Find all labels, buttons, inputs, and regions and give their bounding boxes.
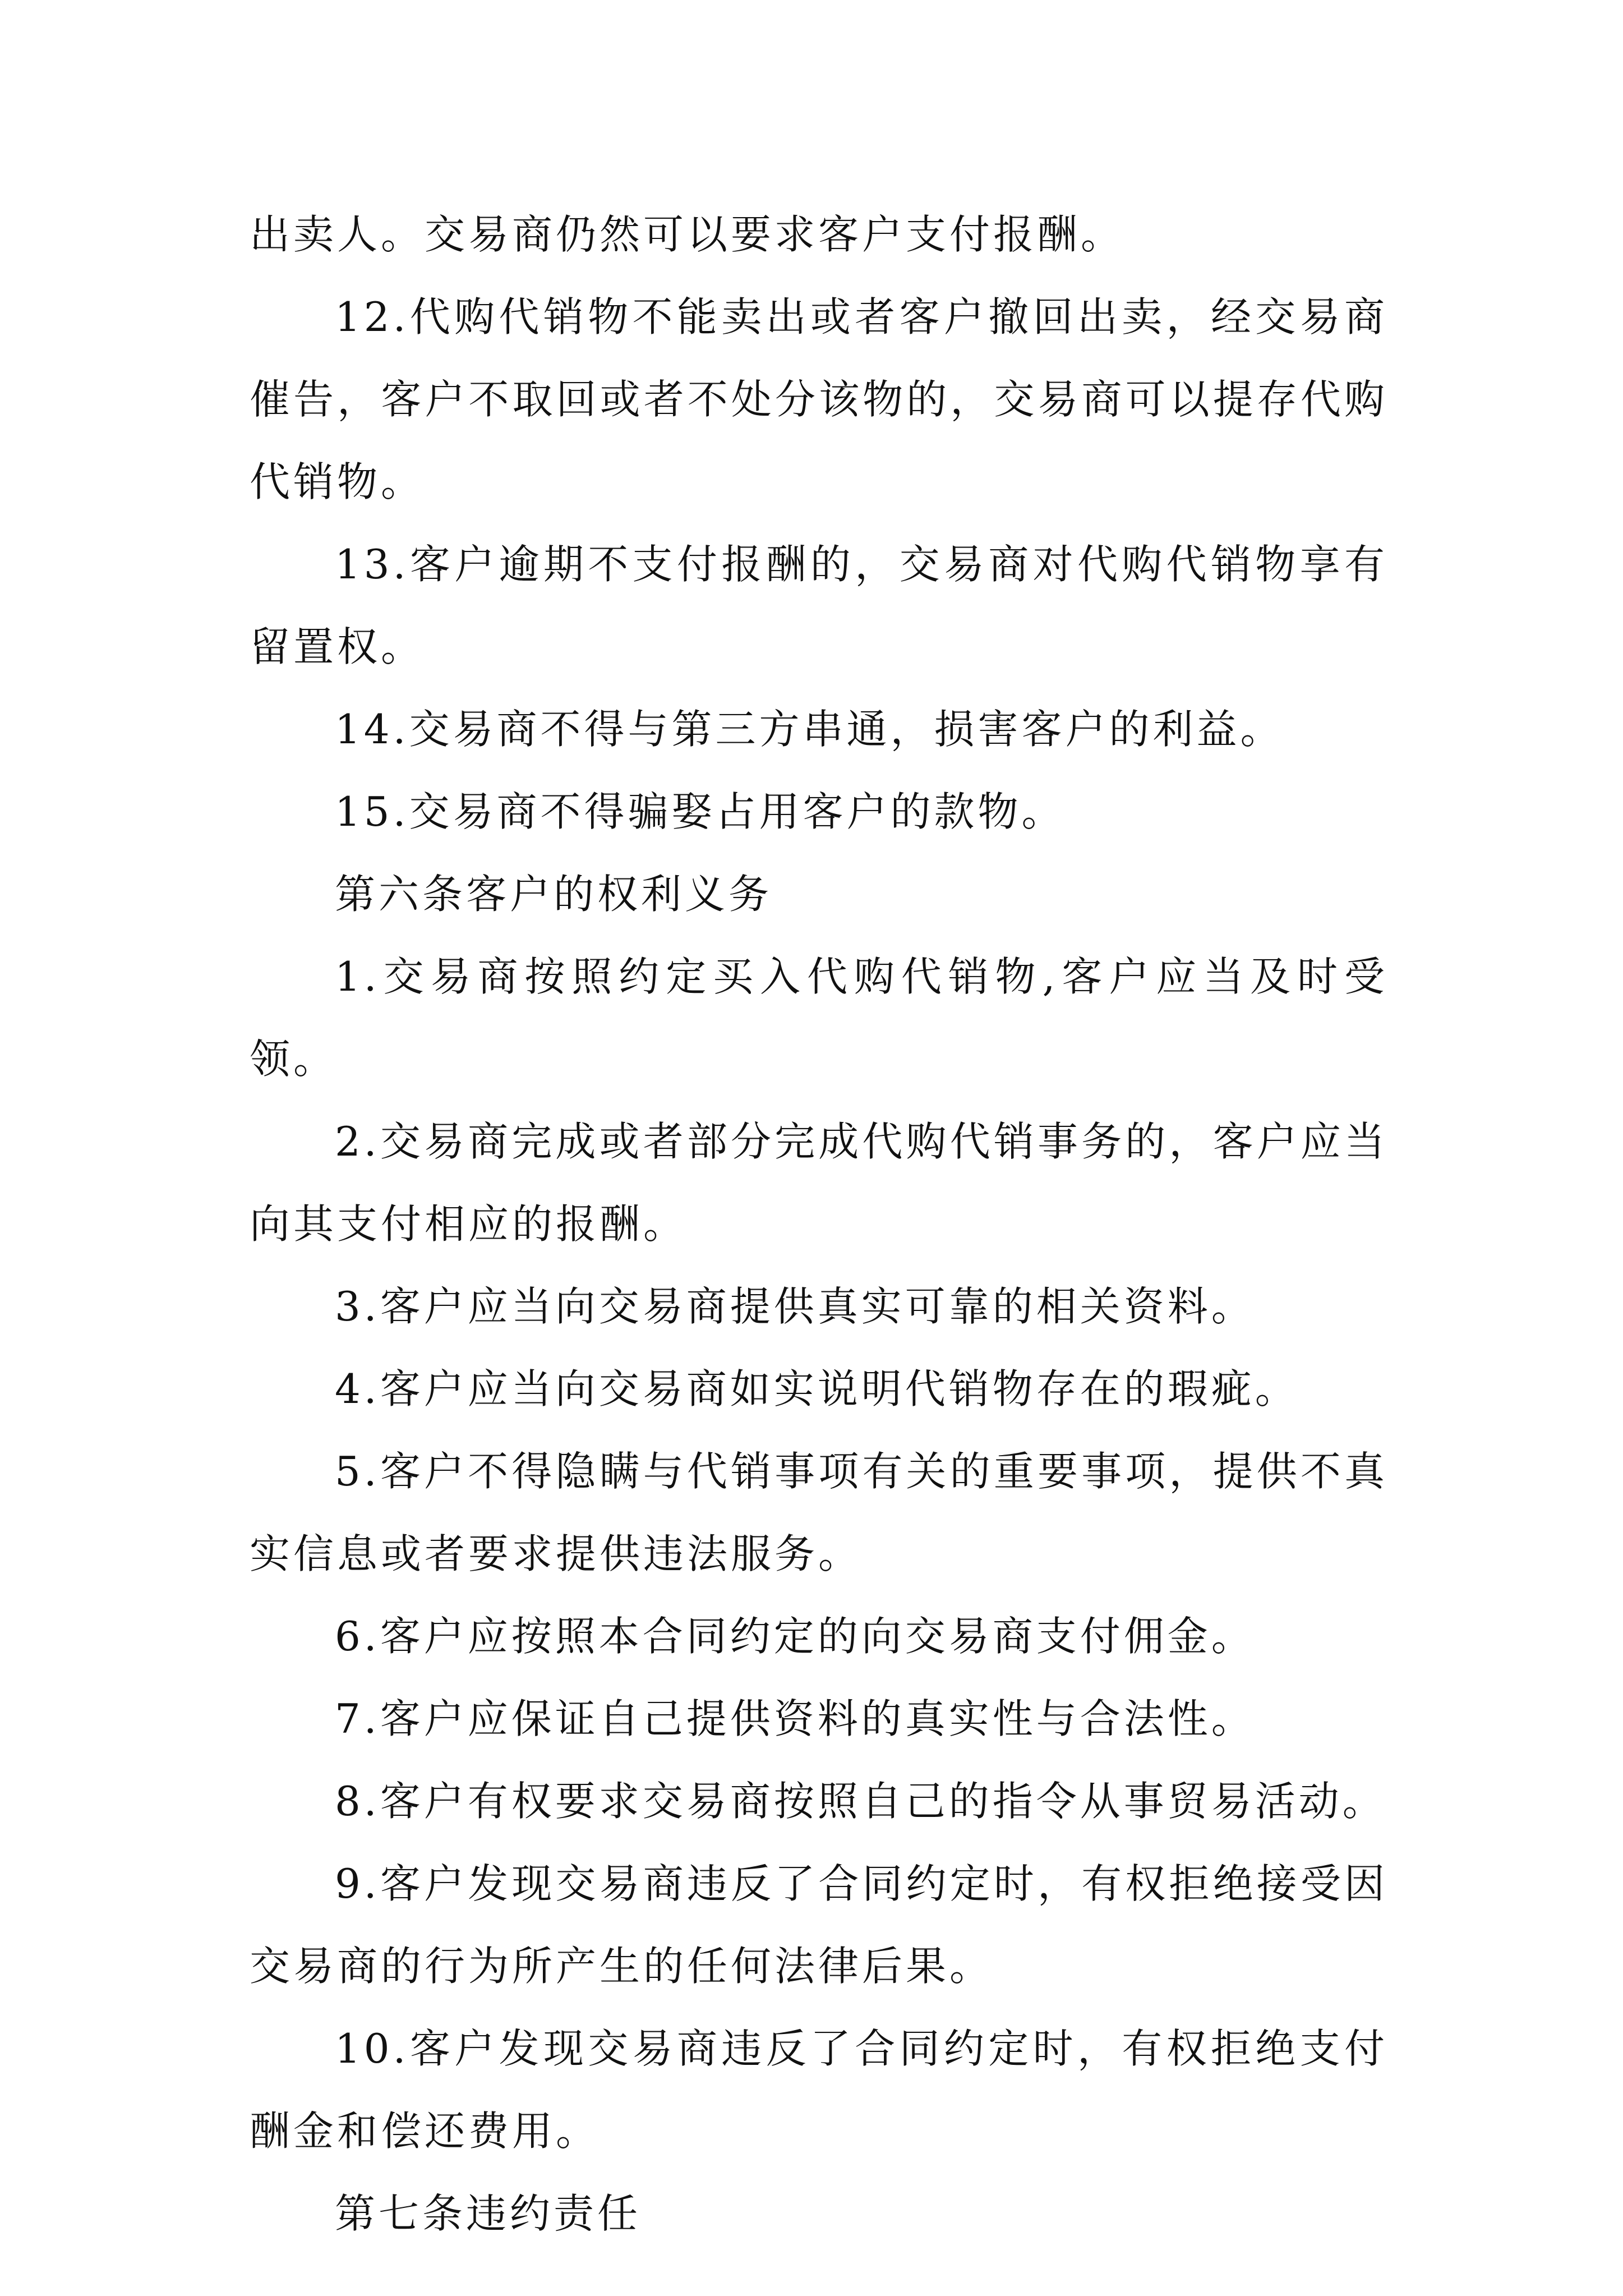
customer-clause-7: 7.客户应保证自己提供资料的真实性与合法性。 bbox=[335, 1695, 1255, 1742]
customer-clause-3: 3.客户应当向交易商提供真实可靠的相关资料。 bbox=[335, 1283, 1255, 1330]
clause-13: 13.客户逾期不支付报酬的，交易商对代购代销物享有留置权。 bbox=[250, 541, 1388, 670]
clause-15: 15.交易商不得骗娶占用客户的款物。 bbox=[335, 788, 1066, 835]
customer-clause-5: 5.客户不得隐瞒与代销事项有关的重要事项，提供不真实信息或者要求提供违法服务。 bbox=[250, 1448, 1388, 1577]
clause-12: 12.代购代销物不能卖出或者客户撤回出卖，经交易商催告，客户不取回或者不处分该物的，交易商可以提存代购代销物。 bbox=[250, 293, 1388, 505]
section-heading-article-7: 第七条违约责任 bbox=[335, 2190, 642, 2237]
paragraph-continuation: 出卖人。交易商仍然可以要求客户支付报酬。 bbox=[250, 211, 1125, 258]
customer-clause-10: 10.客户发现交易商违反了合同约定时，有权拒绝支付酬金和偿还费用。 bbox=[250, 2025, 1388, 2155]
customer-clause-1: 1.交易商按照约定买入代购代销物,客户应当及时受领。 bbox=[250, 953, 1388, 1083]
clause-14: 14.交易商不得与第三方串通，损害客户的利益。 bbox=[335, 706, 1284, 753]
customer-clause-4: 4.客户应当向交易商如实说明代销物存在的瑕疵。 bbox=[335, 1365, 1299, 1412]
document-body bbox=[250, 194, 1388, 2255]
customer-clause-9: 9.客户发现交易商违反了合同约定时，有权拒绝接受因交易商的行为所产生的任何法律后果。 bbox=[250, 1860, 1388, 1990]
customer-clause-2: 2.交易商完成或者部分完成代购代销事务的，客户应当向其支付相应的报酬。 bbox=[250, 1118, 1388, 1248]
customer-clause-8: 8.客户有权要求交易商按照自己的指令从事贸易活动。 bbox=[335, 1778, 1386, 1825]
section-heading-article-6: 第六条客户的权利义务 bbox=[335, 871, 773, 918]
customer-clause-6: 6.客户应按照本合同约定的向交易商支付佣金。 bbox=[335, 1613, 1255, 1660]
